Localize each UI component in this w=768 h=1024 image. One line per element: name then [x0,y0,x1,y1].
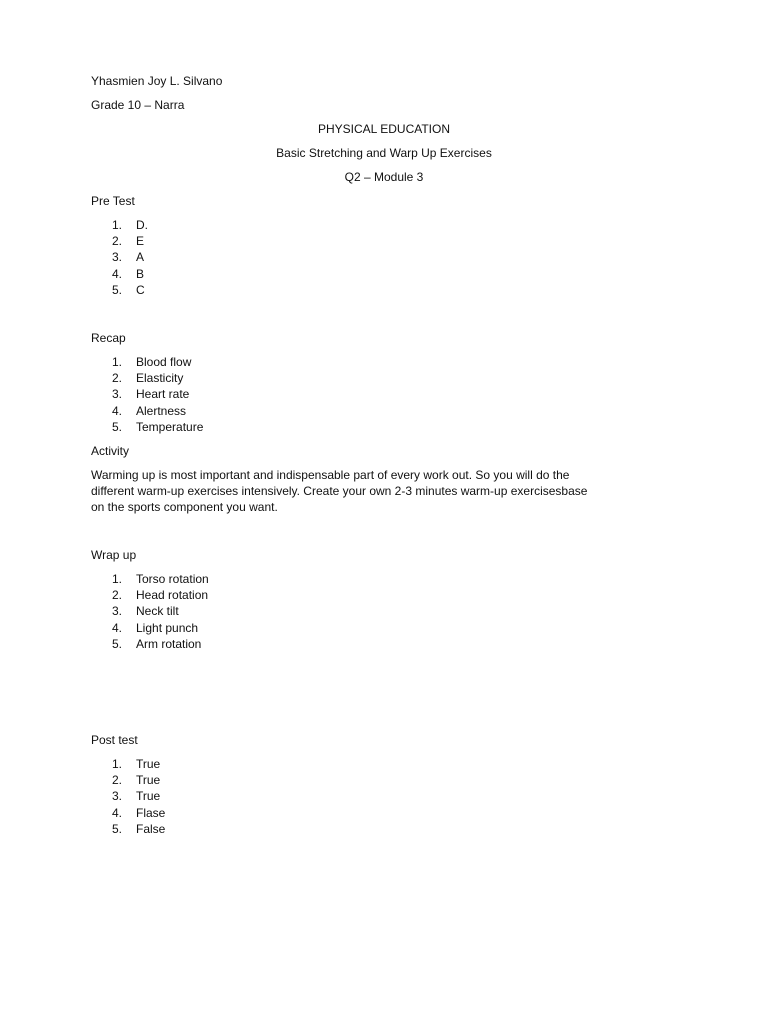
item-text: Light punch [136,620,199,635]
item-number: 3. [112,789,123,804]
item-number: 3. [112,604,123,619]
item-text: False [136,821,166,836]
item-text: Alertness [136,403,187,418]
item-text: Flase [136,805,166,820]
item-number: 5. [112,821,123,836]
item-text: D. [136,218,148,232]
item-number: 1. [112,218,123,232]
item-number: 5. [112,282,123,297]
item-number: 4. [112,403,123,418]
item-text: E [136,234,145,249]
activity-heading: Activity [91,444,130,458]
activity-paragraph [91,467,681,516]
post-test-heading: Post test [91,733,138,747]
item-number: 3. [112,250,123,265]
module-label: Q2 – Module 3 [344,170,424,184]
item-text: Blood flow [136,355,192,369]
item-text: Heart rate [136,387,190,402]
activity-line: on the sports component you want. [91,500,278,515]
item-text: Torso rotation [136,572,209,586]
activity-line: Warming up is most important and indispensable part of every work out. So you will do the [91,468,570,482]
item-number: 4. [112,620,123,635]
item-text: True [136,773,161,788]
item-number: 2. [112,588,123,603]
recap-heading: Recap [91,331,126,345]
item-text: True [136,757,161,771]
subject-title: PHYSICAL EDUCATION [317,122,451,136]
item-number: 4. [112,266,123,281]
student-name: Yhasmien Joy L. Silvano [91,74,223,88]
grade-section: Grade 10 – Narra [91,98,185,112]
activity-line: different warm-up exercises intensively. Create your own 2-3 minutes warm-up exercisesbase [91,484,588,499]
item-text: Arm rotation [136,636,202,651]
item-text: A [136,250,145,265]
item-number: 2. [112,371,123,386]
wrap-up-heading: Wrap up [91,548,137,562]
item-text: B [136,266,145,281]
item-text: True [136,789,161,804]
item-number: 2. [112,234,123,249]
item-number: 4. [112,805,123,820]
item-number: 2. [112,773,123,788]
item-number: 1. [112,355,123,369]
item-text: Head rotation [136,588,209,603]
item-text: Temperature [136,419,204,434]
item-number: 5. [112,419,123,434]
item-number: 1. [112,757,123,771]
item-text: Neck tilt [136,604,179,619]
item-number: 5. [112,636,123,651]
item-number: 3. [112,387,123,402]
item-number: 1. [112,572,123,586]
item-text: Elasticity [136,371,184,386]
pre-test-heading: Pre Test [91,194,135,208]
lesson-title: Basic Stretching and Warp Up Exercises [276,146,492,160]
item-text: C [136,282,145,297]
